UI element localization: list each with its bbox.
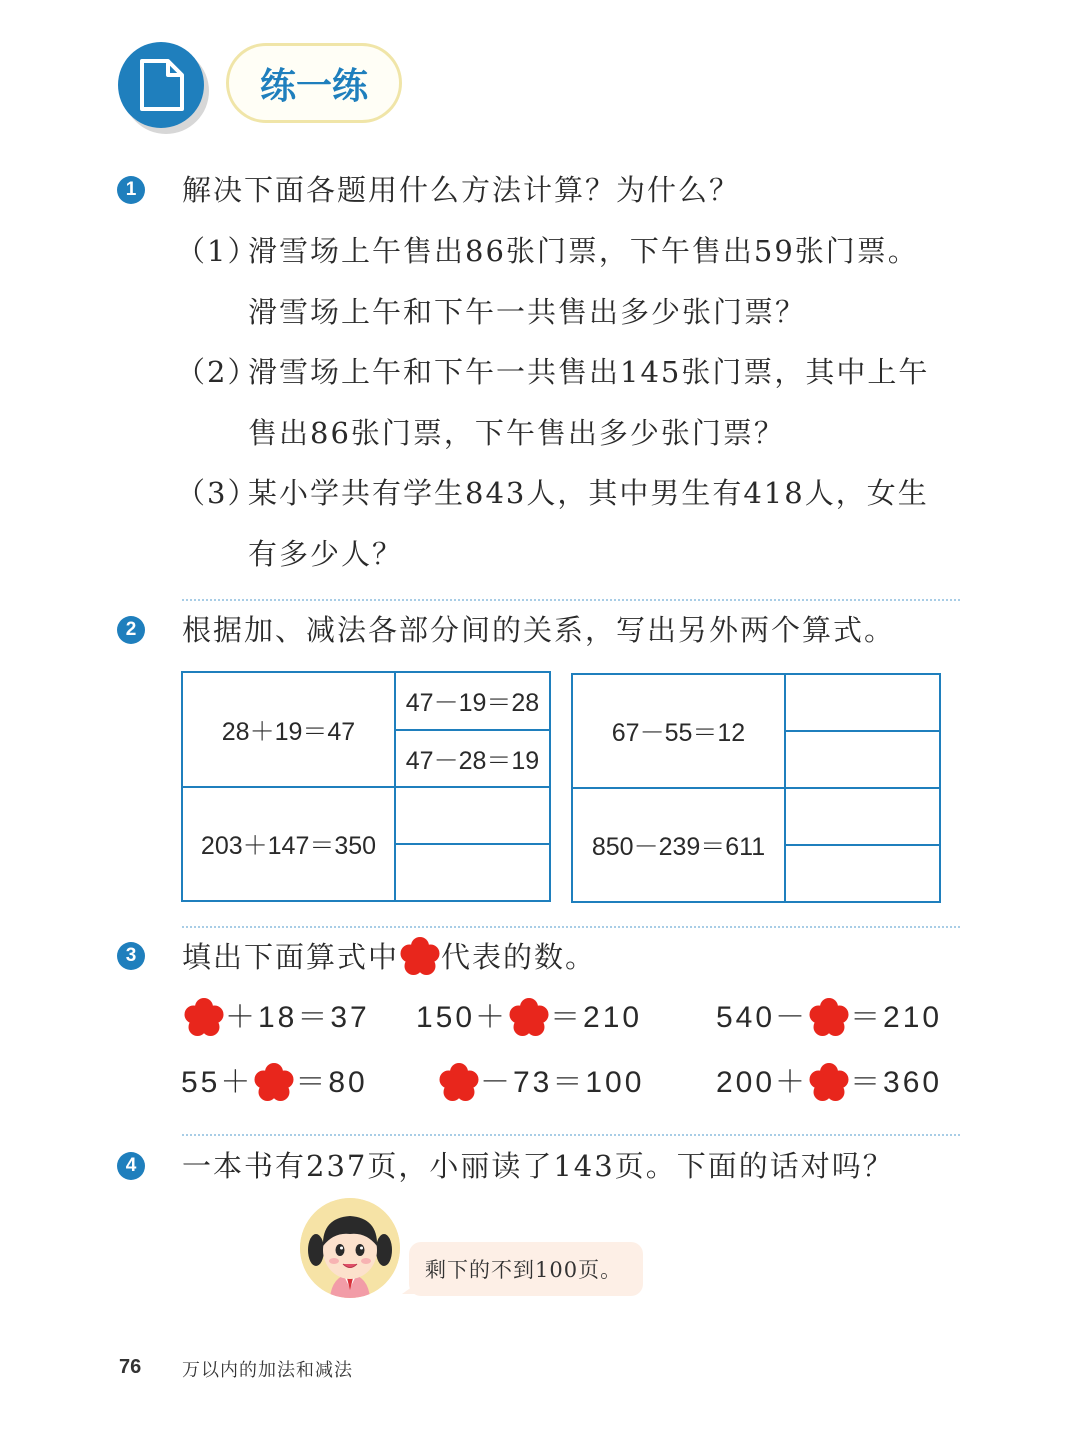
chapter-title: 万以内的加法和减法: [182, 1360, 353, 1381]
equation-suffix: －73＝100: [480, 1066, 645, 1099]
exercise-badge-1: 1: [117, 176, 145, 204]
exercise-1-item-1-line-2: 滑雪场上午和下午一共售出多少张门票？: [248, 295, 807, 329]
equation-5: [438, 1062, 644, 1104]
exercise-4-prompt: 一本书有237页，小丽读了143页。下面的话对吗？: [182, 1149, 894, 1183]
flower-icon: [399, 936, 441, 978]
exercise-badge-3: 3: [117, 942, 145, 970]
answer-cell: 47－28＝19: [395, 730, 550, 787]
speech-bubble: 剩下的不到100页。: [409, 1242, 643, 1296]
equation-2: [416, 997, 642, 1039]
exercise-badge-2: 2: [117, 616, 145, 644]
equation-suffix: ＝360: [850, 1066, 943, 1099]
exercise-1-item-3-line-2: 有多少人？: [248, 537, 404, 571]
section-divider: [182, 1134, 960, 1136]
section-title: 练一练: [226, 43, 402, 123]
document-icon: [118, 42, 204, 128]
answer-cell[interactable]: [785, 788, 940, 845]
exercise-3-prompt-end: 代表的数。: [441, 940, 597, 974]
flower-icon[interactable]: [508, 997, 550, 1039]
exercise-3-prompt: [182, 936, 596, 978]
exercise-1-item-3-label: （3）: [176, 476, 259, 510]
exercise-badge-4: 4: [117, 1152, 145, 1180]
equation-suffix: ＋18＝37: [225, 1001, 370, 1034]
equation-prefix: 150＋: [416, 1001, 509, 1034]
exercise-1-item-2-line-2: 售出86张门票，下午售出多少张门票？: [248, 416, 785, 450]
exercise-1-item-1-line-1: 滑雪场上午售出86张门票，下午售出59张门票。: [248, 234, 919, 268]
equation-suffix: ＝210: [550, 1001, 643, 1034]
answer-cell[interactable]: [395, 787, 550, 844]
girl-avatar: [300, 1198, 400, 1298]
equation-6: [716, 1062, 942, 1104]
answer-cell[interactable]: [785, 674, 940, 731]
equation-1: [183, 997, 370, 1039]
exercise-1-item-1-label: （1）: [176, 234, 259, 268]
relation-table-right: [571, 673, 941, 903]
given-equation: 28＋19＝47: [182, 672, 395, 787]
flower-icon[interactable]: [438, 1062, 480, 1104]
equation-prefix: 200＋: [716, 1066, 809, 1099]
given-equation: 850－239＝611: [572, 788, 785, 902]
answer-cell: 47－19＝28: [395, 672, 550, 730]
equation-prefix: 540－: [716, 1001, 809, 1034]
equation-4: [181, 1062, 368, 1104]
exercise-1-item-3-line-1: 某小学共有学生843人，其中男生有418人，女生: [248, 476, 929, 510]
section-divider: [182, 599, 960, 601]
equation-suffix: ＝210: [850, 1001, 943, 1034]
flower-icon[interactable]: [808, 1062, 850, 1104]
exercise-3-prompt-start: 填出下面算式中: [182, 940, 400, 974]
answer-cell[interactable]: [785, 731, 940, 788]
exercise-1-item-2-line-1: 滑雪场上午和下午一共售出145张门票，其中上午: [248, 355, 930, 389]
exercise-1-item-2-label: （2）: [176, 355, 259, 389]
section-divider: [182, 926, 960, 928]
exercise-1-prompt: 解决下面各题用什么方法计算？为什么？: [182, 173, 741, 207]
relation-table-left: [181, 671, 551, 902]
page-number: 76: [119, 1356, 142, 1378]
exercise-2-prompt: 根据加、减法各部分间的关系，写出另外两个算式。: [182, 613, 896, 647]
flower-icon[interactable]: [808, 997, 850, 1039]
given-equation: 67－55＝12: [572, 674, 785, 788]
given-equation: 203＋147＝350: [182, 787, 395, 901]
answer-cell[interactable]: [395, 844, 550, 901]
equation-suffix: ＝80: [295, 1066, 368, 1099]
flower-icon[interactable]: [253, 1062, 295, 1104]
flower-icon[interactable]: [183, 997, 225, 1039]
equation-prefix: 55＋: [181, 1066, 254, 1099]
answer-cell[interactable]: [785, 845, 940, 902]
equation-3: [716, 997, 942, 1039]
